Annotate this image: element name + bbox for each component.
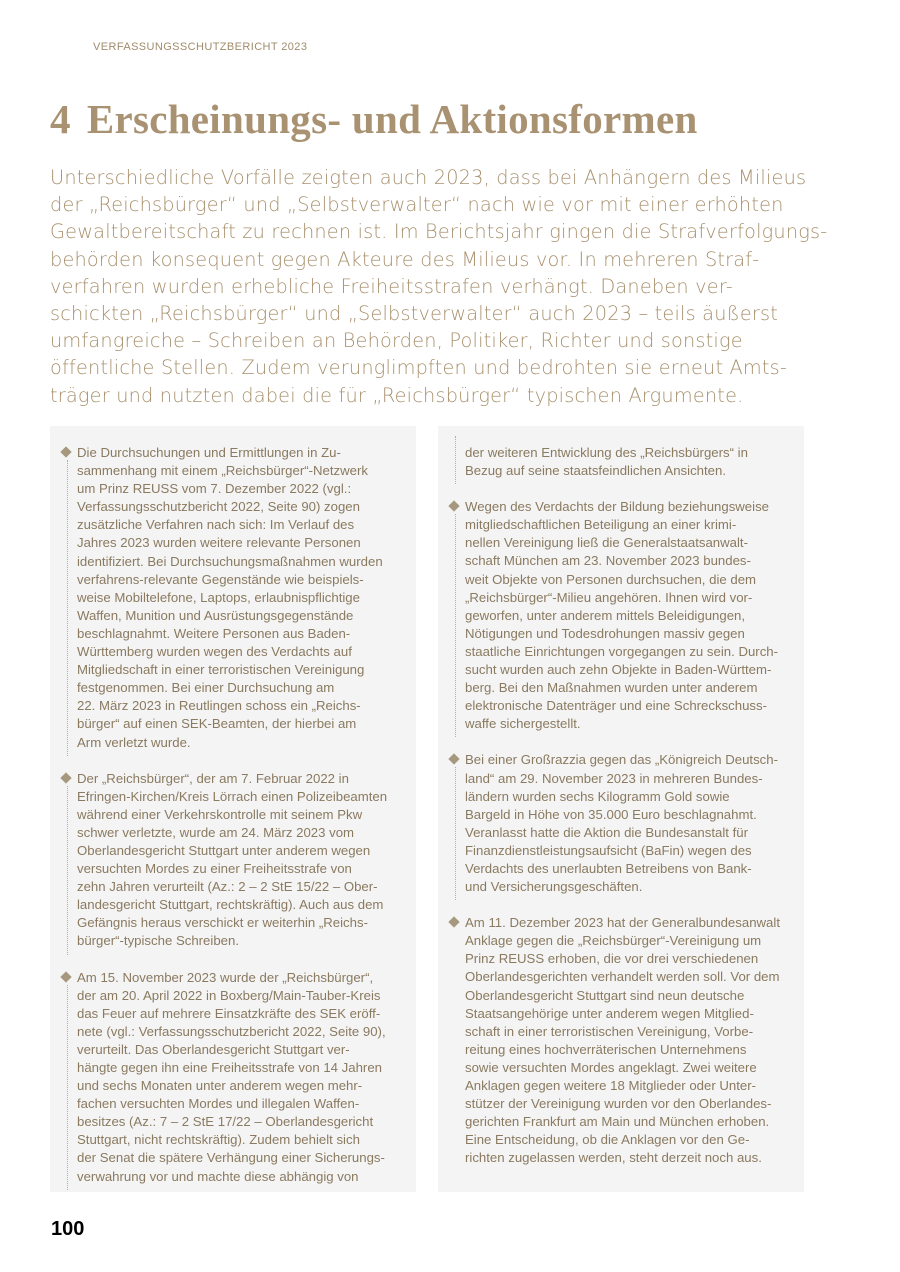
list-item-line: versuchten Mordes zu einer Freiheitsstrafe von <box>77 861 352 877</box>
list-item-line: Veranlasst hatte die Aktion die Bundesanstalt für <box>465 824 748 840</box>
list-item-line: zehn Jahren verurteilt (Az.: 2 – 2 StE 15/22 – Ober- <box>77 879 378 895</box>
intro-paragraph <box>50 164 840 409</box>
list-item-line: Bei einer Großrazzia gegen das „Königreich Deutsch- <box>465 752 778 768</box>
list-item-line: ländern wurden sechs Kilogramm Gold sowie <box>465 788 730 804</box>
list-item-line: mitgliedschaftlichen Beteiligung an einer krimi- <box>465 517 737 533</box>
list-item-line: der Senat die spätere Verhängung einer Sicherungs- <box>77 1150 385 1166</box>
list-item-line: Mitgliedschaft in einer terroristischen Vereinigung <box>77 662 365 678</box>
list-item-line: Oberlandesgerichten verhandelt werden soll. Vor dem <box>465 969 780 985</box>
list-item-line: schwer verletzte, wurde am 24. März 2023 vom <box>77 824 355 840</box>
list-item-line: landesgericht Stuttgart, rechtskräftig). Auch aus dem <box>77 897 384 913</box>
list-item-line: bürger“-typische Schreiben. <box>77 933 239 949</box>
list-item-line: verfahrens-relevante Gegenstände wie beispiels- <box>77 571 364 587</box>
list-item-line: fachen versuchten Mordes und illegalen Waffen- <box>77 1096 360 1112</box>
list-item-line: richten zugelassen werden, steht derzeit noch aus. <box>465 1150 762 1166</box>
list-item-line: Arm verletzt wurde. <box>77 734 191 750</box>
list-item-line: Bargeld in Höhe von 35.000 Euro beschlagnahmt. <box>465 806 757 822</box>
intro-line: träger und nutzten dabei die für „Reichsbürger“ typischen Argumente. <box>50 383 744 407</box>
list-item-line: Am 15. November 2023 wurde der „Reichsbürger“, <box>77 969 374 985</box>
chapter-title-text: Erscheinungs- und Aktionsformen <box>86 96 698 142</box>
list-item-line: besitzes (Az.: 7 – 2 StE 17/22 – Oberlandesgericht <box>77 1114 374 1130</box>
list-item <box>448 751 794 896</box>
list-item-line: Eine Entscheidung, ob die Anklagen vor den Ge- <box>465 1132 750 1148</box>
list-item-line: Oberlandesgericht Stuttgart sind neun deutsche <box>465 987 745 1003</box>
list-item-line: Anklage gegen die „Reichsbürger“-Vereinigung um <box>465 933 762 949</box>
intro-line: umfangreiche – Schreiben an Behörden, Politiker, Richter und sonstige <box>50 329 743 353</box>
list-item-line: Wegen des Verdachts der Bildung beziehungsweise <box>465 499 770 515</box>
list-item-line: land“ am 29. November 2023 in mehreren Bundes- <box>465 770 763 786</box>
list-item-line: Jahres 2023 wurden weitere relevante Personen <box>77 535 361 551</box>
list-item <box>448 498 794 733</box>
list-item-line: verurteilt. Das Oberlandesgericht Stuttgart ver- <box>77 1041 350 1057</box>
list-item-line: schaft München am 23. November 2023 bundes- <box>465 553 751 569</box>
list-item-line: Die Durchsuchungen und Ermittlungen in Zu- <box>77 445 341 460</box>
list-item <box>60 444 406 752</box>
list-item-line: und Versicherungsgeschäften. <box>465 879 643 895</box>
list-item-line: das Feuer auf mehrere Einsatzkräfte des SEK eröff- <box>77 1005 381 1021</box>
list-item-line: Finanzdienstleistungsaufsicht (BaFin) wegen des <box>465 842 752 858</box>
intro-line: verfahren wurden erhebliche Freiheitsstrafen verhängt. Daneben ver- <box>50 274 733 298</box>
list-item-line: berg. Bei den Maßnahmen wurden unter anderem <box>465 680 758 696</box>
list-item-line: Gefängnis heraus verschickt er weiterhin „Reichs- <box>77 915 368 931</box>
list-item-line: weise Mobiltelefone, Laptops, erlaubnispflichtige <box>77 589 360 605</box>
list-item-line: Efringen-Kirchen/Kreis Lörrach einen Polizeibeamten <box>77 788 388 804</box>
running-header: VERFASSUNGSSCHUTZBERICHT 2023 <box>93 41 308 53</box>
list-item-line: Nötigungen und Todesdrohungen massiv gegen <box>465 625 745 641</box>
left-column <box>60 444 406 1204</box>
list-item-line: der weiteren Entwicklung des „Reichsbürgers“ in <box>465 445 748 460</box>
list-item-line: reitung eines hochverräterischen Unternehmens <box>465 1041 747 1057</box>
list-item-line: nellen Vereinigung ließ die Generalstaatsanwalt- <box>465 535 748 551</box>
chapter-title <box>50 95 698 143</box>
list-item-line: Am 11. Dezember 2023 hat der Generalbundesanwalt <box>465 915 780 931</box>
list-item-line: beschlagnahmt. Weitere Personen aus Baden- <box>77 625 351 641</box>
list-item-line: während einer Verkehrskontrolle mit seinem Pkw <box>77 806 363 822</box>
diamond-bullet-icon <box>60 772 71 783</box>
list-item-line: Württemberg wurden wegen des Verdachts auf <box>77 644 352 660</box>
list-item-line: sammenhang mit einem „Reichsbürger“-Netzwerk <box>77 463 368 479</box>
list-item-line: Stuttgart, nicht rechtskräftig). Zudem behielt sich <box>77 1132 360 1148</box>
list-item-line: weit Objekte von Personen durchsuchen, die dem <box>465 571 757 587</box>
intro-line: Gewaltbereitschaft zu rechnen ist. Im Berichtsjahr gingen die Strafverfolgungs- <box>50 220 828 244</box>
list-item-line: stützer der Vereinigung wurden vor den Oberlandes- <box>465 1096 772 1112</box>
chapter-number: 4 <box>50 96 71 142</box>
diamond-bullet-icon <box>448 501 459 512</box>
list-item-line: um Prinz REUSS vom 7. Dezember 2022 (vgl.: <box>77 481 352 497</box>
list-item-line: staatliche Einrichtungen vorgegangen zu sein. Durch- <box>465 643 779 659</box>
list-item-line: verwahrung vor und machte diese abhängig von <box>77 1168 359 1184</box>
list-item-line: Anklagen gegen weitere 18 Mitglieder oder Unter- <box>465 1078 757 1093</box>
list-item-line: identifiziert. Bei Durchsuchungsmaßnahmen wurden <box>77 553 383 569</box>
list-item-line: 22. März 2023 in Reutlingen schoss ein „Reichs- <box>77 698 361 714</box>
list-item-line: nete (vgl.: Verfassungsschutzbericht 2022, Seite 90), <box>77 1023 386 1039</box>
list-item-continued <box>448 444 794 480</box>
intro-line: Unterschiedliche Vorfälle zeigten auch 2023, dass bei Anhängern des Milieus <box>50 166 807 189</box>
intro-line: öffentliche Stellen. Zudem verunglimpften und bedrohten sie erneut Amts- <box>50 356 788 380</box>
list-item <box>60 770 406 951</box>
list-item-line: waffe sichergestellt. <box>465 716 581 732</box>
list-item-line: sowie versuchten Mordes angeklagt. Zwei weitere <box>465 1059 757 1075</box>
list-item-line: bürger“ auf einen SEK-Beamten, der hierbei am <box>77 716 357 732</box>
list-item-line: zusätzliche Verfahren nach sich: Im Verlauf des <box>77 517 355 533</box>
list-item-line: schaft in einer terroristischen Vereinigung, Vorbe- <box>465 1023 754 1039</box>
diamond-bullet-icon <box>60 446 71 457</box>
list-item-line: sucht wurden auch zehn Objekte in Baden-Württem- <box>465 662 772 678</box>
list-item-line: Der „Reichsbürger“, der am 7. Februar 2022 in <box>77 770 349 786</box>
intro-line: der „Reichsbürger“ und „Selbstverwalter“ nach wie vor mit einer erhöhten <box>50 193 784 217</box>
list-item-line: Staatsangehörige unter anderem wegen Mitglied- <box>465 1005 754 1021</box>
list-item-line: Verfassungsschutzbericht 2022, Seite 90) zogen <box>77 499 360 515</box>
diamond-bullet-icon <box>60 971 71 982</box>
diamond-bullet-icon <box>448 754 459 765</box>
list-item-line: Oberlandesgericht Stuttgart unter anderem wegen <box>77 842 371 858</box>
list-item-line: und sechs Monaten unter anderem wegen mehr- <box>77 1078 363 1094</box>
list-item <box>448 914 794 1167</box>
intro-line: schickten „Reichsbürger“ und „Selbstverwalter“ auch 2023 – teils äußerst <box>50 302 779 326</box>
list-item-line: geworfen, unter anderem mittels Beleidigungen, <box>465 607 746 623</box>
list-item-line: Verdachts des unerlaubten Betreibens von Bank- <box>465 860 752 876</box>
page-number: 100 <box>51 1218 85 1240</box>
list-item-line: Waffen, Munition und Ausrüstungsgegenstände <box>77 607 354 623</box>
right-column <box>448 444 794 1185</box>
intro-line: behörden konsequent gegen Akteure des Milieus vor. In mehreren Straf- <box>50 247 760 271</box>
diamond-bullet-icon <box>448 916 459 927</box>
list-item-line: Bezug auf seine staatsfeindlichen Ansichten. <box>465 463 726 479</box>
list-item-line: der am 20. April 2022 in Boxberg/Main-Tauber-Kreis <box>77 987 381 1003</box>
list-item-line: Prinz REUSS erhoben, die vor drei verschiedenen <box>465 951 759 967</box>
list-item-line: hängte gegen ihn eine Freiheitsstrafe von 14 Jahren <box>77 1060 382 1075</box>
list-item-line: elektronische Datenträger und eine Schreckschuss- <box>465 698 768 714</box>
list-item-line: gerichten Frankfurt am Main und München erhoben. <box>465 1114 770 1130</box>
list-item <box>60 969 406 1186</box>
list-item-line: „Reichsbürger“-Milieu angehören. Ihnen wird vor- <box>465 589 753 605</box>
list-item-line: festgenommen. Bei einer Durchsuchung am <box>77 680 335 696</box>
